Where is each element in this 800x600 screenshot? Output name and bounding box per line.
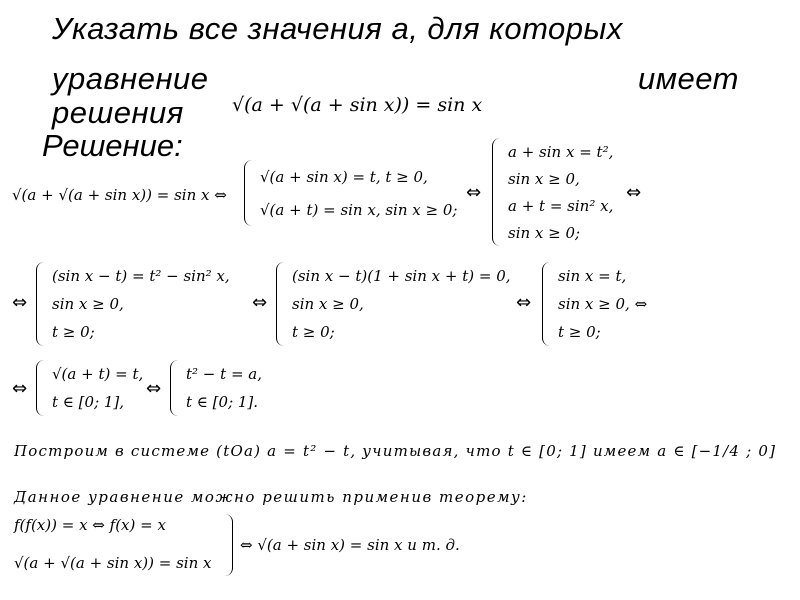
step3-system-2 <box>276 262 511 346</box>
system-line: sin x ≥ 0, ⇔ <box>558 295 648 313</box>
equivalence-arrow: ⇔ <box>466 182 482 203</box>
brace <box>492 138 503 246</box>
system-line: a + sin x = t², <box>508 142 614 161</box>
system-line: t ∈ [0; 1]. <box>186 393 259 411</box>
brace <box>542 262 553 346</box>
equivalence-arrow: ⇔ <box>626 182 642 203</box>
system-line: t ≥ 0; <box>292 323 335 341</box>
construct-note: Построим в системе (tOa) a = t² − t, учитывая, что t ∈ [0; 1] имеем a ∈ [−1/4 ; 0] <box>14 442 777 460</box>
task-line-2-right: имеет <box>638 61 739 96</box>
system-line: √(a + sin x) = t, t ≥ 0, <box>260 167 428 186</box>
final-result: ⇔ √(a + sin x) = sin x и т. д. <box>240 536 460 554</box>
system-line: √(a + t) = t, <box>52 365 144 383</box>
equivalence-arrow: ⇔ <box>516 292 532 313</box>
step1-system <box>244 160 457 226</box>
system-line: √(a + t) = sin x, sin x ≥ 0; <box>260 200 458 219</box>
system-line: a + t = sin² x, <box>508 196 614 215</box>
step2-system <box>492 138 613 246</box>
equivalence-arrow: ⇔ <box>252 292 268 313</box>
system-line: sin x ≥ 0; <box>508 223 581 242</box>
system-line: sin x ≥ 0, <box>292 295 364 313</box>
step1-lhs: √(a + √(a + sin x)) = sin x ⇔ <box>12 186 227 204</box>
brace <box>244 160 255 226</box>
system-line: t ∈ [0; 1], <box>52 393 125 411</box>
system-line: sin x ≥ 0, <box>52 295 124 313</box>
system-line: (sin x − t) = t² − sin² x, <box>52 267 230 285</box>
system-line: t ≥ 0; <box>558 323 601 341</box>
system-line: (sin x − t)(1 + sin x + t) = 0, <box>292 267 511 285</box>
equivalence-arrow: ⇔ <box>12 378 28 399</box>
task-line-1: Указать все значения a, для которых <box>52 11 623 46</box>
closing-brace <box>222 514 233 576</box>
task-line-3: решения <box>52 95 184 130</box>
solution-heading: Решение: <box>42 128 183 163</box>
system-line: t ≥ 0; <box>52 323 95 341</box>
system-line: sin x ≥ 0, <box>508 169 580 188</box>
brace <box>276 262 287 346</box>
final-line-1: f(f(x)) = x ⇔ f(x) = x <box>14 516 166 534</box>
step3-system-3 <box>542 262 647 346</box>
brace <box>36 262 47 346</box>
step4-system-1 <box>36 360 143 416</box>
system-line: t² − t = a, <box>186 365 262 383</box>
task-line-2-left: уравнение <box>52 61 209 96</box>
equivalence-arrow: ⇔ <box>146 378 162 399</box>
task-equation: √(a + √(a + sin x)) = sin x <box>232 94 483 116</box>
system-line: sin x = t, <box>558 267 627 285</box>
equivalence-arrow: ⇔ <box>12 292 28 313</box>
brace <box>170 360 181 416</box>
final-line-2: √(a + √(a + sin x)) = sin x <box>14 554 212 572</box>
brace <box>36 360 47 416</box>
step4-system-2 <box>170 360 262 416</box>
step3-system-1 <box>36 262 230 346</box>
theorem-note: Данное уравнение можно решить применив теорему: <box>14 488 528 506</box>
